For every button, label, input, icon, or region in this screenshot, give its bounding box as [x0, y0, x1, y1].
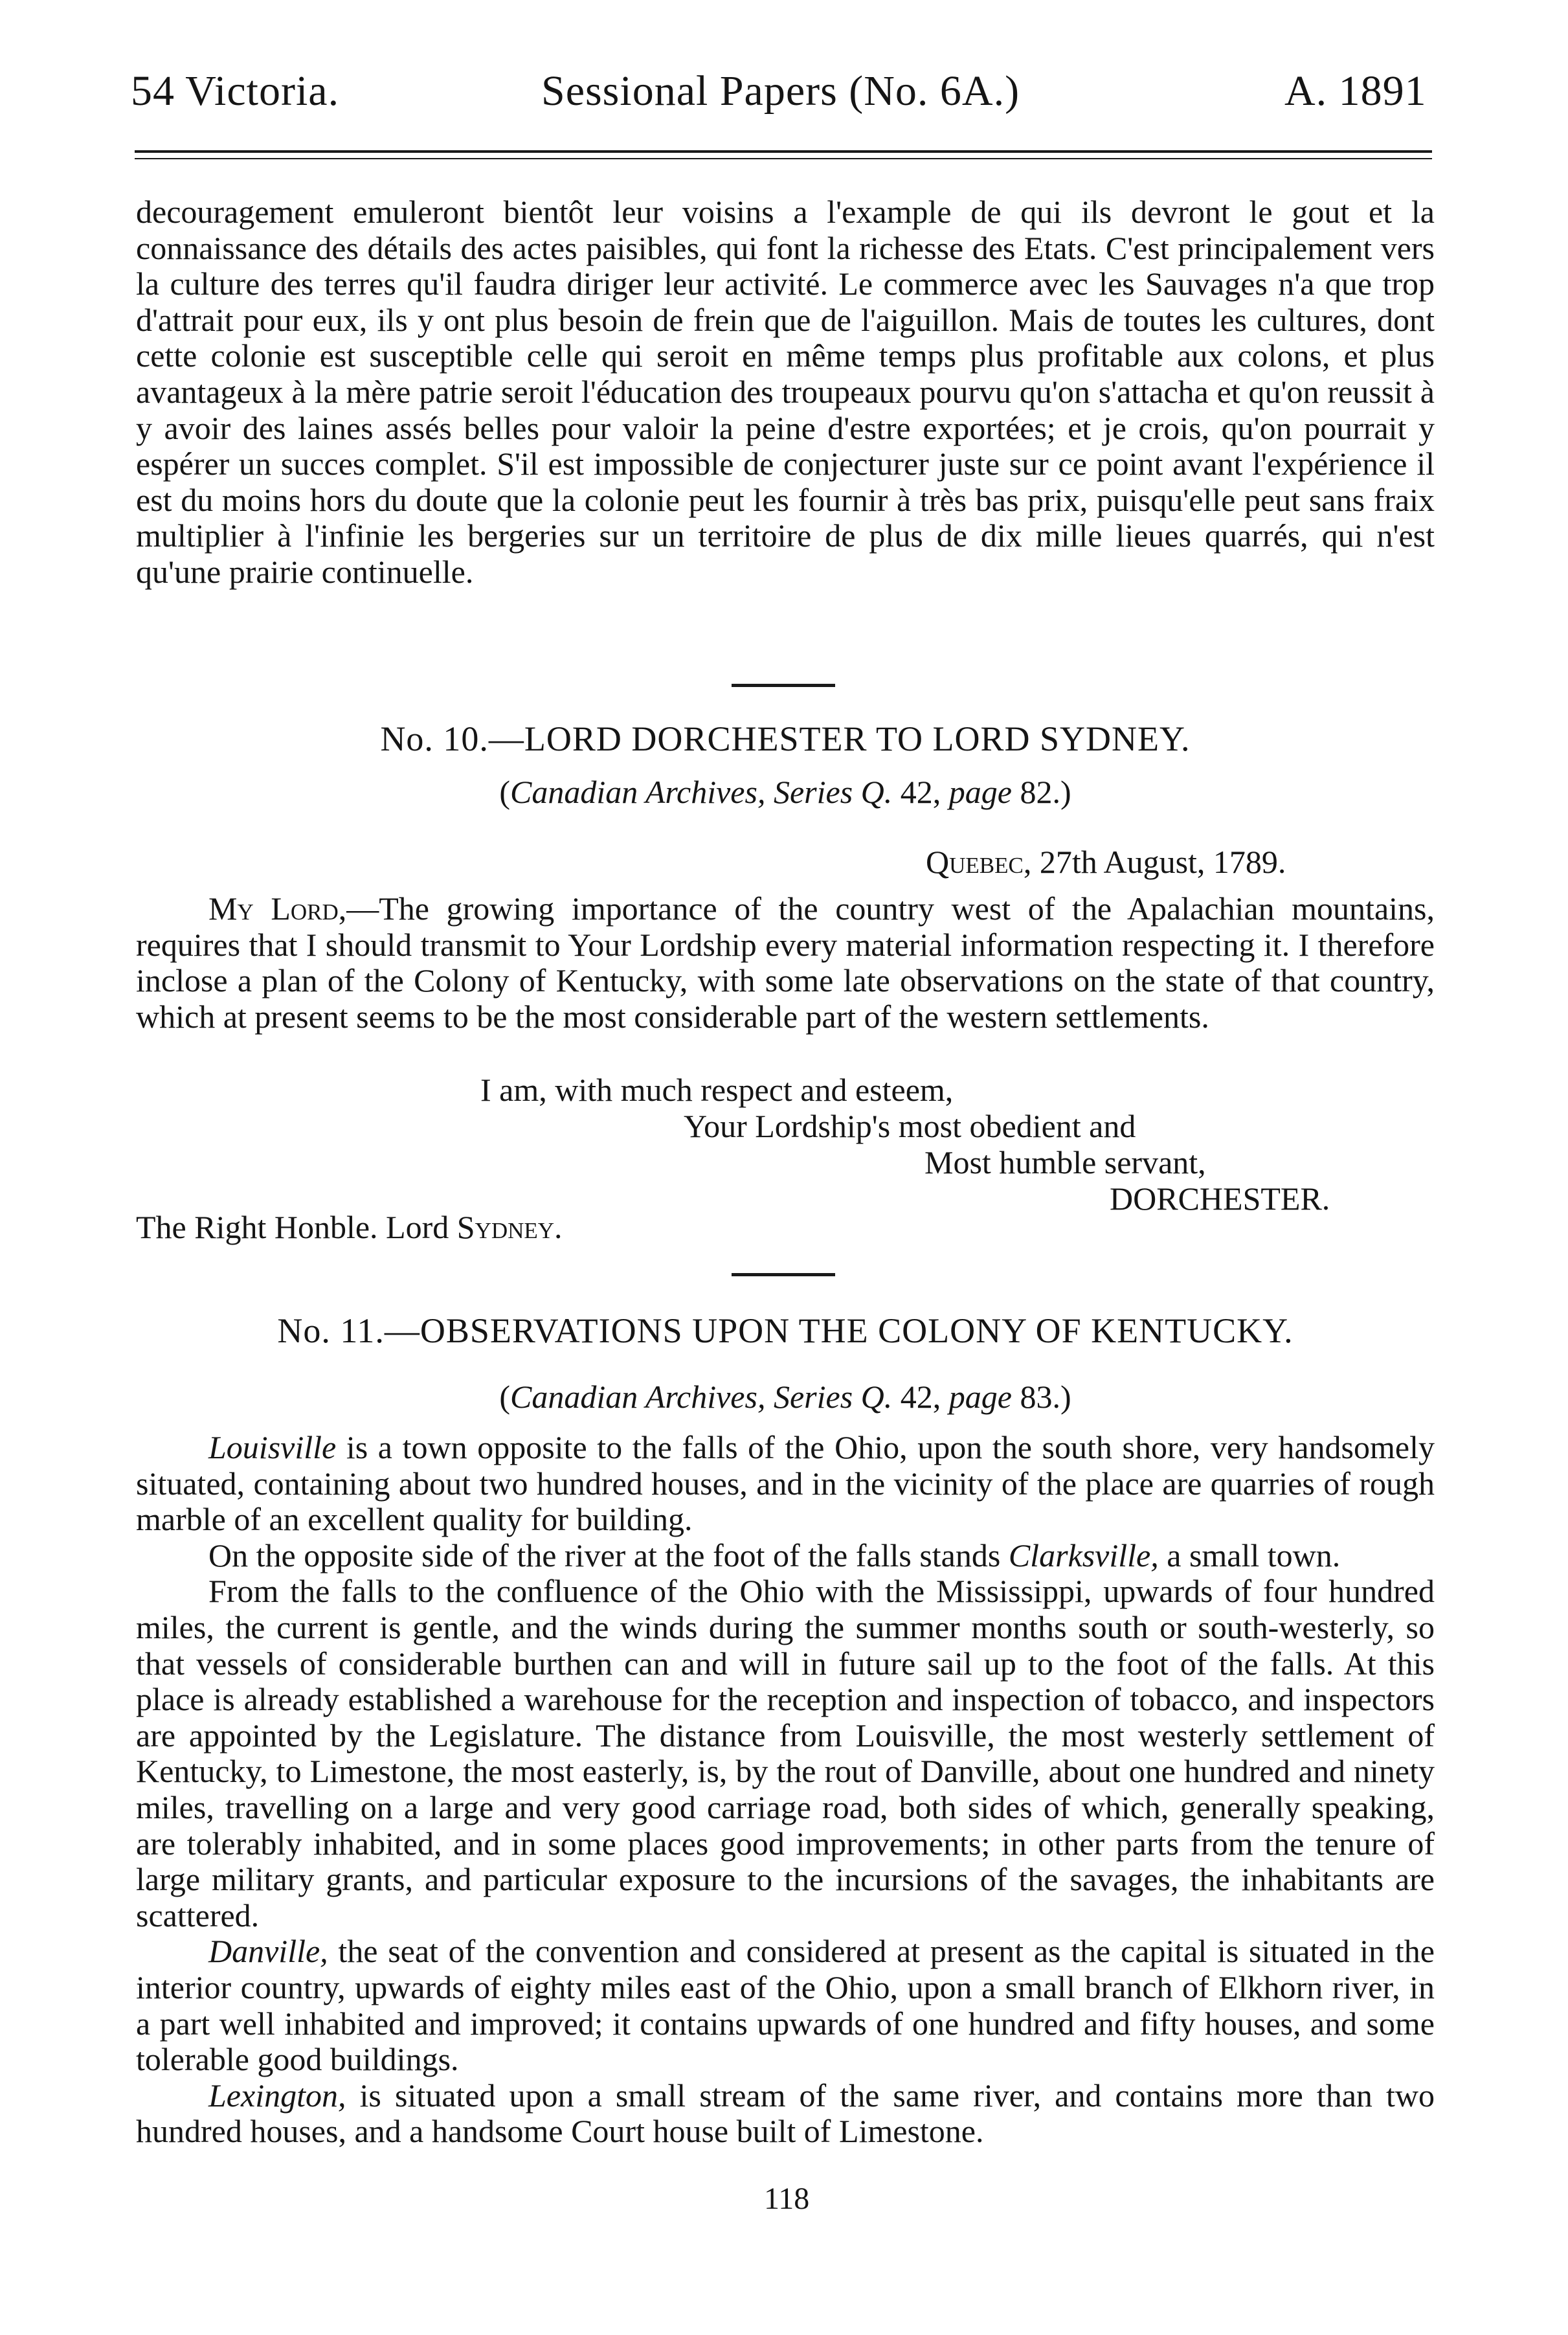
- doc10-date: 27th August, 1789.: [1039, 844, 1286, 880]
- page-number: 118: [764, 2182, 810, 2216]
- doc11-p5-text: is situated upon a small stream of the same river, and contains more than two hundred houses, and a handsome Court house built of Limestone.: [136, 2077, 1435, 2150]
- doc11-p4-text: the seat of the convention and considered at present as the capital is situated in the interior country, upwards of eighty miles east of the Ohio, upon a small branch of Elkhorn river, in a part well inhabited and improved; it contains upwards of one hundred and fifty houses, and some tolerable good buildings.: [136, 1933, 1435, 2078]
- section-divider-2: [732, 1273, 835, 1276]
- doc10-signature: DORCHESTER.: [1110, 1180, 1330, 1217]
- louisville-name: Louisville: [208, 1429, 337, 1465]
- doc11-p2-text: On the opposite side of the river at the foot of the falls stands: [208, 1537, 1009, 1574]
- doc10-source: (Canadian Archives, Series Q. 42, page 82.): [499, 774, 1071, 810]
- doc10-addressee-name: Sydney.: [456, 1209, 563, 1245]
- continuation-paragraph: decouragement emuleront bientôt leur voisins a l'example de qui ils devront le gout et la connaissance des détails des actes paisibles, qui font la richesse des Etats. C'est principalement vers la culture des terres qu'il faudra diriger leur activité. Le commerce avec les Sauvages n'a que trop d'attrait pour eux, ils y ont plus besoin de frein que de l'aiguillon. Mais de toutes les cultures, dont cette colonie est susceptible celle qui seroit en même temps plus profitable aux colons, et plus avantageux à la mère patrie seroit l'éducation des troupeaux pourvu qu'on s'attacha et qu'on reussit à y avoir des laines assés belles pour valoir la peine d'estre exportées; et je crois, qu'on pourrait y espérer un succes complet. S'il est impossible de conjecturer juste sur ce point avant l'expérience il est du moins hors du doute que la colonie peut les fournir à très bas prix, puisqu'elle peut sans fraix multiplier à l'infinie les bergeries sur un territoire de plus de dix mille lieues quarrés, qui n'est qu'une prairie continuelle.: [136, 194, 1435, 590]
- doc10-closing-2: Your Lordship's most obedient and: [684, 1108, 1136, 1144]
- doc10-closing-1: I am, with much respect and esteem,: [480, 1072, 954, 1108]
- header-rule-thin: [135, 158, 1432, 159]
- doc11-paragraph-danville: [136, 1934, 1435, 2077]
- doc11-paragraph-falls: From the falls to the confluence of the Ohio with the Mississippi, upwards of four hundred miles, the current is gentle, and the winds during the summer months south or south-westerly, so that vessels of considerable burthen can and will in future sail up to the foot of the falls. At this place is already established a warehouse for the reception and inspection of tobacco, and inspectors are appointed by the Legislature. The distance from Louisville, the most westerly settlement of Kentucky, to Limestone, the most easterly, is, by the rout of Danville, about one hundred and ninety miles, travelling on a large and very good carriage road, both sides of which, generally speaking, are tolerably inhabited, and in some places good improvements; in other parts from the tenure of large military grants, and particular exposure to the incursions of the savages, the inhabitants are scattered.: [136, 1573, 1435, 1934]
- clarksville-name: Clarksville,: [1008, 1537, 1159, 1574]
- header-year: A. 1891: [1284, 67, 1427, 115]
- doc10-addressee: [136, 1211, 563, 1243]
- doc10-title: No. 10.—LORD DORCHESTER TO LORD SYDNEY.: [380, 719, 1191, 758]
- doc10-place: Quebec,: [926, 844, 1032, 880]
- doc10-body-text: —The growing importance of the country west of the Apalachian mountains, requires that I should transmit to Your Lordship every material information respecting it. I therefore inclose a plan of the Colony of Kentucky, with some late observations on the state of that country, which at present seems to be the most considerable part of the western settlements.: [136, 890, 1435, 1035]
- doc11-body: [136, 1430, 1435, 2150]
- lexington-name: Lexington,: [208, 2077, 346, 2114]
- doc11-paragraph-lexington: [136, 2078, 1435, 2150]
- header-rule-thick: [135, 150, 1432, 153]
- danville-name: Danville,: [208, 1933, 328, 1970]
- doc10-addressee-prefix: The Right Honble. Lord: [136, 1209, 449, 1245]
- continuation-block: [136, 194, 1435, 591]
- doc11-paragraph-clarksville: [136, 1538, 1435, 1574]
- doc10-dateline: [926, 846, 1286, 878]
- doc10-body: [136, 891, 1435, 1035]
- doc10-letter: [136, 891, 1435, 1035]
- header-session: 54 Victoria.: [131, 67, 340, 115]
- doc11-p2-end: a small town.: [1158, 1537, 1341, 1574]
- header-title: Sessional Papers (No. 6A.): [541, 67, 1020, 115]
- doc11-title: No. 11.—OBSERVATIONS UPON THE COLONY OF KENTUCKY.: [277, 1311, 1294, 1350]
- doc10-closing-3: Most humble servant,: [924, 1144, 1206, 1180]
- doc11-source: (Canadian Archives, Series Q. 42, page 83.): [499, 1379, 1071, 1415]
- section-divider: [732, 684, 835, 687]
- doc11-paragraph-louisville: [136, 1430, 1435, 1538]
- doc11-p1-text: is a town opposite to the falls of the Ohio, upon the south shore, very handsomely situated, containing about two hundred houses, and in the vicinity of the place are quarries of rough marble of an excellent quality for building.: [136, 1429, 1435, 1538]
- doc10-salutation: My Lord,: [208, 890, 347, 927]
